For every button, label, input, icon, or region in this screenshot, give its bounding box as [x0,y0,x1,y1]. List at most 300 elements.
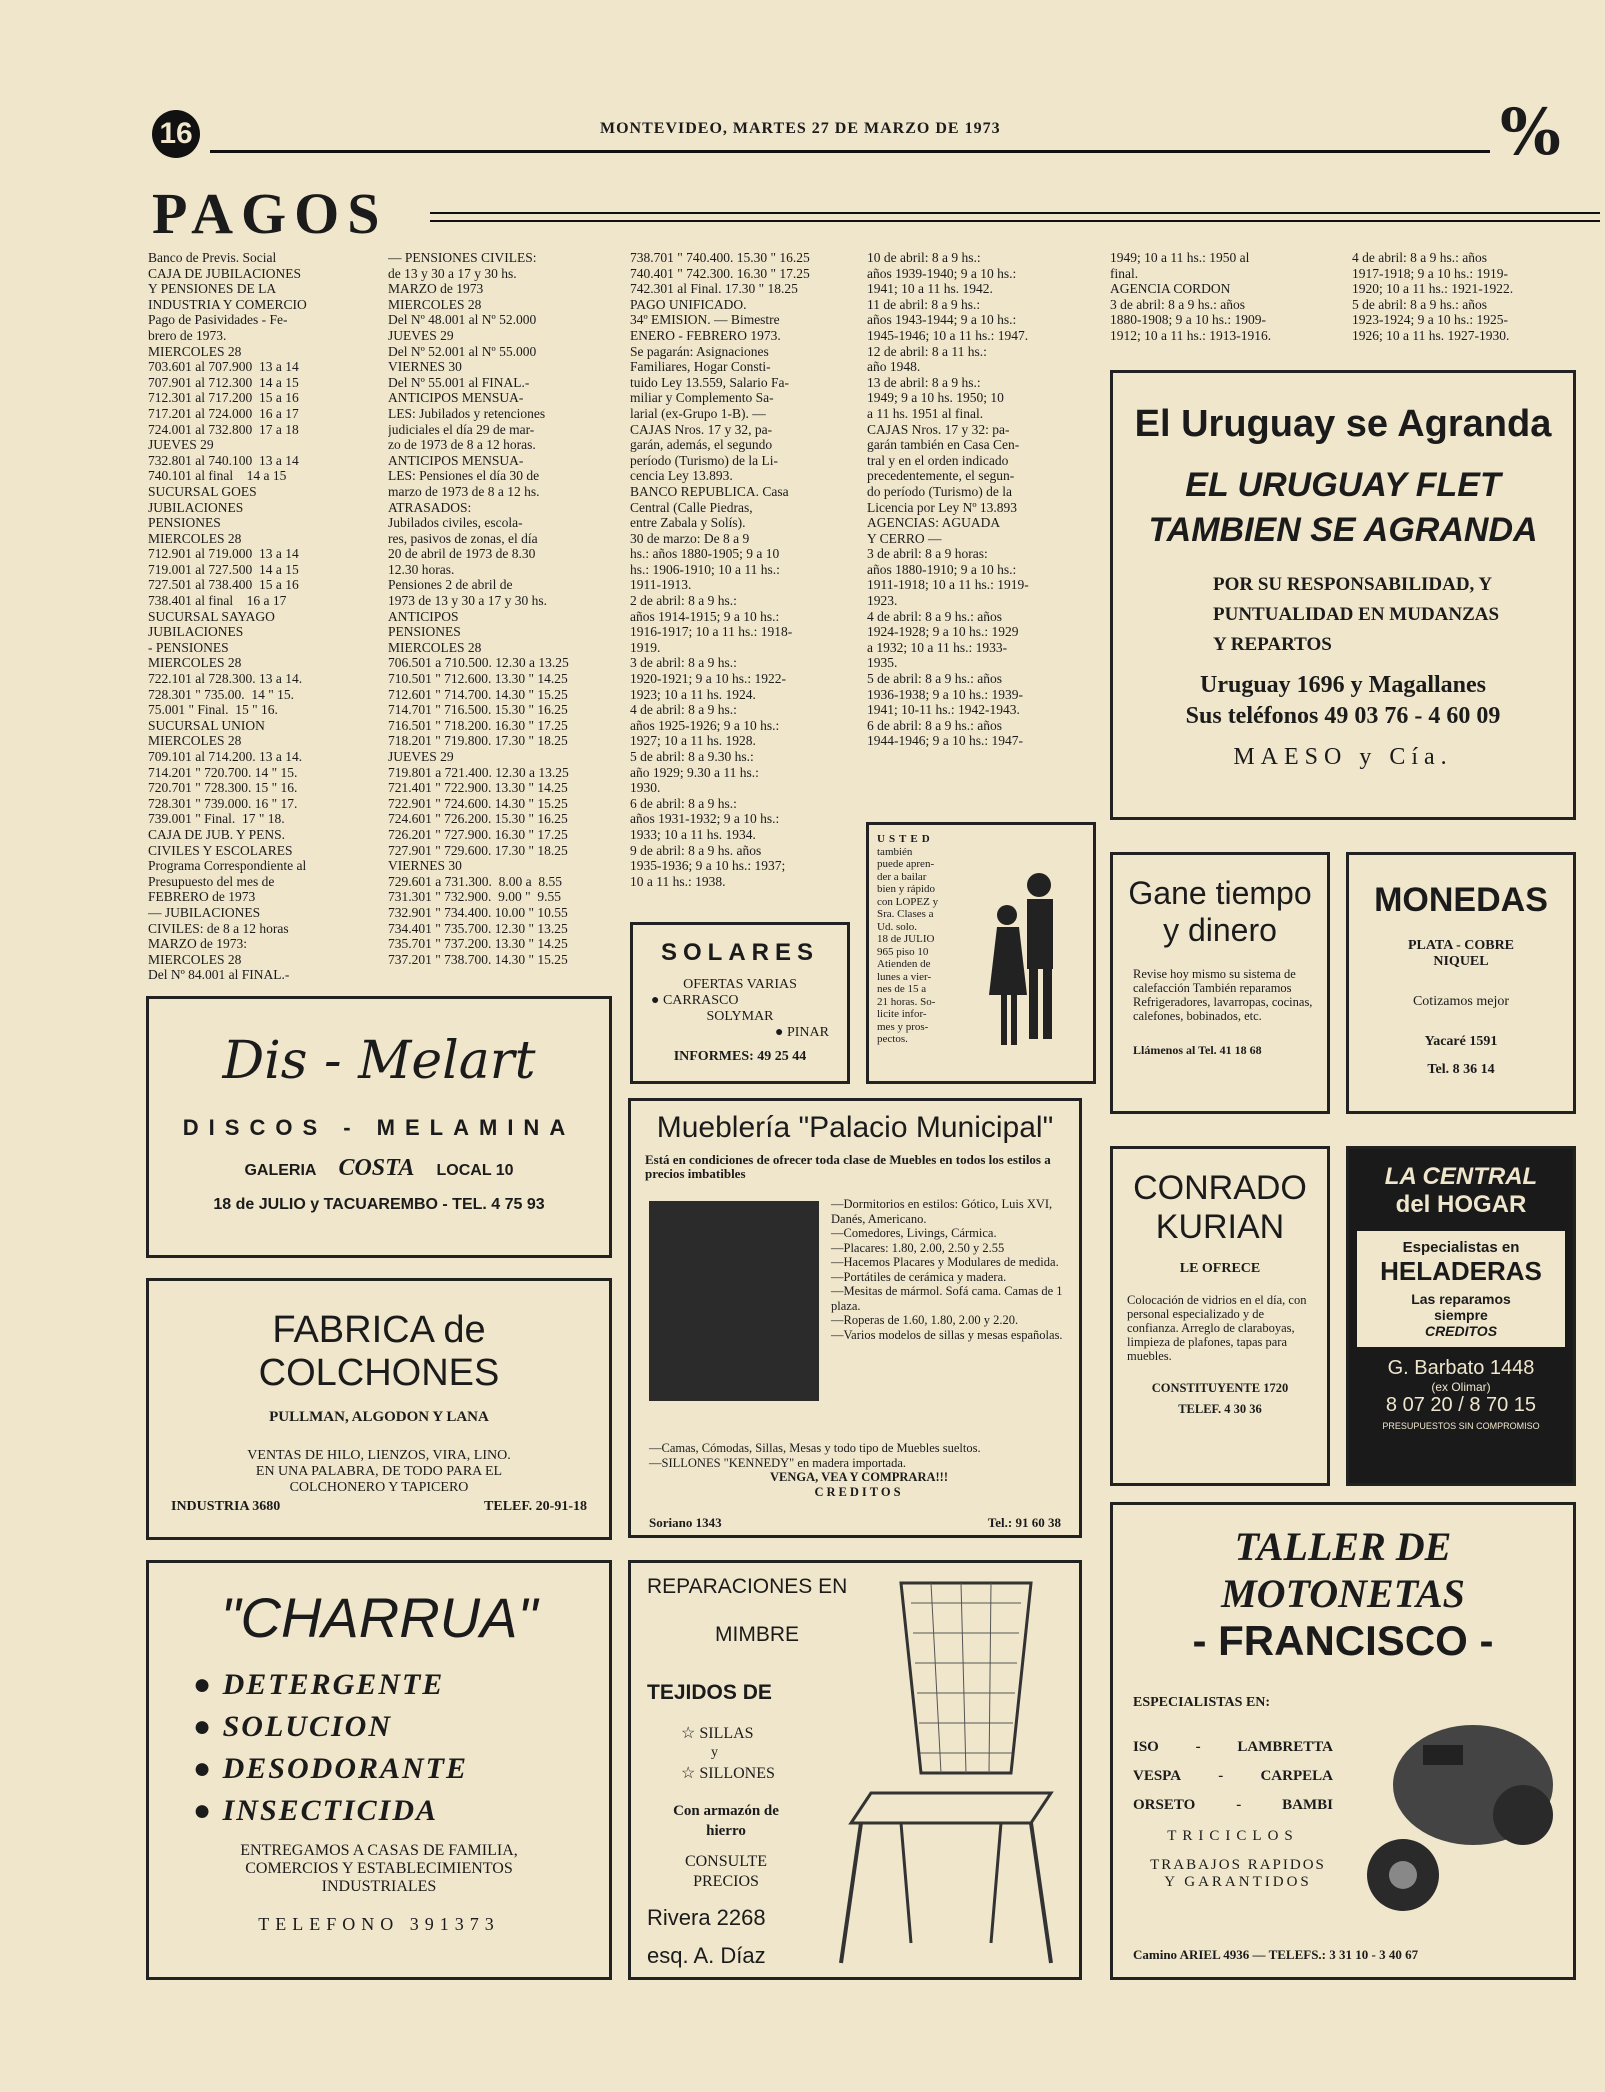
ad-dance-line: der a bailar [877,870,927,883]
bullet-icon: ● [193,1668,223,1701]
column-1 [148,250,376,988]
column-line: CAJA DE JUB. Y PENS. [148,826,286,842]
ad-uruguay-headline: El Uruguay se Agranda [1134,403,1552,445]
column-line: 1923. [867,593,898,609]
column-line: Y CERRO — [867,530,942,546]
column-line: ANTICIPOS MENSUA- [388,390,524,406]
column-line: a 11 hs. 1951 al final. [867,405,984,421]
column-line: 1923-1924; 9 a 10 hs.: 1925- [1352,312,1508,328]
column-line: años 1914-1915; 9 a 10 hs.: [630,608,780,624]
scooter-illustration [1363,1705,1563,1935]
column-line: 729.601 a 731.300. 8.00 a 8.55 [388,873,562,889]
column-line: AGENCIA CORDON [1110,281,1231,297]
column-line: Y PENSIONES DE LA [148,281,277,297]
ad-mimbre-l3: ☆ SILLONES [681,1765,775,1782]
ad-muebleria-item: —Varios modelos de sillas y mesas españolas. [831,1327,1063,1342]
column-line: 710.501 " 712.600. 13.30 " 14.25 [388,671,568,687]
column-line: brero de 1973. [148,327,227,343]
column-line: 75.001 " Final. 15 " 16. [148,702,278,718]
column-line: Del Nº 84.001 al FINAL.- [148,967,290,983]
column-line: MIERCOLES 28 [148,530,242,546]
ad-dismelart-l2: GALERIA COSTA LOCAL 10 [244,1155,514,1181]
column-line: 1945-1946; 10 a 11 hs.: 1947. [867,327,1029,343]
column-line: Presupuesto del mes de [148,873,275,889]
column-line: tral y en el orden indicado [867,452,1009,468]
column-line: 719.001 al 727.500 14 a 15 [148,561,299,577]
ad-solares-l1: OFERTAS VARIAS [683,977,797,992]
column-line: do período (Turismo) de la [867,483,1012,499]
ad-dance-line: nes de 15 a [877,983,927,995]
column-line: 726.201 " 727.900. 16.30 " 17.25 [388,826,568,842]
ad-taller-l2: TRICICLOS [1167,1828,1299,1844]
column-line: 718.201 " 719.800. 17.30 " 18.25 [388,733,568,749]
ad-conrado-kurian [1110,1146,1330,1486]
column-line: 721.401 " 722.900. 13.30 " 14.25 [388,780,568,796]
column-line: años 1925-1926; 9 a 10 hs.: [630,717,780,733]
column-line: 1941; 10-11 hs.: 1942-1943. [867,702,1020,718]
wicker-chair-illustration [831,1573,1071,1973]
column-line: PENSIONES [388,624,461,640]
column-line: 734.401 " 735.700. 12.30 " 13.25 [388,920,568,936]
column-line: MIERCOLES 28 [388,639,482,655]
column-line: hs.: años 1880-1905; 9 a 10 [630,546,780,562]
column-line: 737.201 " 738.700. 14.30 " 15.25 [388,951,568,967]
ad-dance-line: también [877,845,913,858]
ad-central-inner: Especialistas en HELADERAS Las reparamos siempre CREDITOS [1357,1231,1565,1347]
column-line: Licencia por Ley Nº 13.893 [867,499,1018,515]
column-line: ANTICIPOS MENSUA- [388,452,524,468]
ad-central-old-address: (ex Olimar) [1431,1380,1491,1394]
ad-central-note: PRESUPUESTOS SIN COMPROMISO [1382,1421,1540,1431]
column-line: 1924-1928; 9 a 10 hs.: 1929 [867,624,1019,640]
column-line: VIERNES 30 [388,858,462,874]
ad-uruguay-flet [1110,370,1576,820]
column-line: ENERO - FEBRERO 1973. [630,327,781,343]
column-line: 724.601 " 726.200. 15.30 " 16.25 [388,811,568,827]
ad-gane-phone: Llámenos al Tel. 41 18 68 [1133,1043,1262,1057]
column-line: 1920-1921; 9 a 10 hs.: 1922- [630,671,786,687]
column-line: 720.701 " 728.300. 15 " 16. [148,780,298,796]
ad-monedas-l1: PLATA - COBRE [1407,938,1515,953]
bullet-icon: ● [193,1794,223,1827]
ad-conrado-offer: LE OFRECE [1179,1261,1261,1276]
column-line: 724.001 al 732.800 17 a 18 [148,421,299,437]
ad-uruguay-l6: Y REPARTOS [1213,634,1332,655]
column-line: tuido Ley 13.559, Salario Fa- [630,374,789,390]
ad-dismelart-address: 18 de JULIO y TACUAREMBO - TEL. 4 75 93 [213,1196,545,1213]
ad-monedas-l3: Cotizamos mejor [1412,994,1510,1009]
column-line: 739.001 " Final. 17 " 18. [148,811,285,827]
column-3 [630,250,858,910]
column-line: JUEVES 29 [388,327,454,343]
column-line: CAJA DE JUBILACIONES [148,265,302,281]
column-line: 10 a 11 hs.: 1938. [630,873,726,889]
column-line: — PENSIONES CIVILES: [388,250,537,265]
column-line: 703.601 al 707.900 13 a 14 [148,359,299,375]
ad-muebleria-extra: —Camas, Cómodas, Sillas, Mesas y todo tipo de Muebles sueltos. —SILLONES "KENNEDY" en madera importada. VENGA, VEA Y COMPRARA!!! CREDITOS [649,1441,981,1499]
column-line: 5 de abril: 8 a 9.30 hs.: [630,749,754,764]
ad-muebleria-item: —Comedores, Livings, Cármica. [831,1226,997,1240]
ad-central-phones: 8 07 20 / 8 70 15 [1385,1394,1537,1416]
column-line: Programa Correspondiente al [148,858,307,874]
ad-dis-melart [146,996,612,1258]
ad-charrua-product: ● DESODORANTE [193,1752,468,1785]
column-line: 1944-1946; 9 a 10 hs.: 1947- [867,733,1023,749]
column-line: 12.30 horas. [388,561,455,577]
column-line: MARZO de 1973 [388,281,484,297]
column-line: 6 de abril: 8 a 9 hs.: años [867,717,1002,733]
column-line: 12 de abril: 8 a 11 hs.: [867,343,987,359]
ad-taller-brand-row: VESPA - CARPELA [1133,1768,1333,1784]
ad-dance-line: lunes a vier- [877,970,932,983]
ad-muebleria-intro: Está en condiciones de ofrecer toda clase de Muebles en todos los estilos a precios imbatibles [645,1152,1051,1181]
column-line: cencia Ley 13.893. [630,468,733,484]
ad-taller-l3: TRABAJOS RAPIDOS [1150,1857,1326,1873]
ad-charrua-l1: ENTREGAMOS A CASAS DE FAMILIA, [240,1842,518,1859]
column-line: 742.301 al Final. 17.30 " 18.25 [630,281,798,297]
column-line: MIERCOLES 28 [148,733,242,749]
ad-conrado-body: Colocación de vidrios en el día, con personal especializado y de confianza. Arreglo de claraboyas, limpieza de plafones, tapas para muebles. [1127,1293,1307,1363]
bullet-icon: ● [193,1710,223,1743]
column-line: 714.701 " 716.500. 15.30 " 16.25 [388,702,568,718]
ad-solares-title: SOLARES [660,939,819,966]
ad-taller-l1: ESPECIALISTAS EN: [1133,1695,1271,1710]
column-line: 1933; 10 a 11 hs. 1934. [630,826,756,842]
ad-colchones-phone: TELEF. 20-91-18 [484,1499,587,1514]
column-line: SUCURSAL SAYAGO [148,608,275,624]
column-line: hs.: 1906-1910; 10 a 11 hs.: [630,561,780,577]
ad-dance-text [877,833,977,1046]
section-title: PAGOS [152,181,388,246]
ad-gane-title-1: Gane tiempo [1128,875,1312,911]
column-line: judiciales el día 29 de mar- [388,421,535,437]
column-line: garán también en Casa Cen- [867,437,1020,453]
column-line: Pensiones 2 de abril de [388,577,513,593]
column-line: 1920; 10 a 11 hs.: 1921-1922. [1352,281,1514,297]
column-line: 719.801 a 721.400. 12.30 a 13.25 [388,764,569,780]
column-line: LES: Pensiones el día 30 de [388,468,540,484]
column-line: 727.901 " 729.600. 17.30 " 18.25 [388,842,568,858]
column-line: LES: Jubilados y retenciones [388,405,546,421]
column-line: 1949; 10 a 11 hs.: 1950 al [1110,250,1250,265]
column-line: 722.101 al 728.300. 13 a 14. [148,671,303,687]
column-2 [388,250,614,988]
ad-uruguay-phones: Sus teléfonos 49 03 76 - 4 60 09 [1185,703,1501,729]
ad-uruguay-l3: TAMBIEN SE AGRANDA [1148,511,1538,549]
ad-dance-line: mes y pros- [877,1020,929,1033]
ad-muebleria-item: —Mesitas de mármol. Sofá cama. Camas de 1 plaza. [831,1284,1063,1313]
column-line: AGENCIAS: AGUADA [867,515,1001,531]
column-line: 30 de marzo: De 8 a 9 [630,530,750,546]
column-line: CIVILES Y ESCOLARES [148,842,293,858]
ad-muebleria-item: —Hacemos Placares y Modulares de medida. [831,1255,1059,1269]
column-line: 1941; 10 a 11 hs. 1942. [867,281,993,297]
ad-dance-line: 21 horas. So- [877,995,936,1008]
header-rule [210,150,1490,153]
ad-mimbre-l7: PRECIOS [693,1873,759,1890]
ad-taller-t2: MOTONETAS [1221,1571,1465,1616]
column-line: 3 de abril: 8 a 9 hs.: [630,655,737,671]
ad-colchones-l2: VENTAS DE HILO, LIENZOS, VIRA, LINO. [247,1448,511,1463]
ad-colchones-l4: COLCHONERO Y TAPICERO [289,1480,469,1495]
column-line: 4 de abril: 8 a 9 hs.: años [867,608,1002,624]
column-line: 706.501 a 710.500. 12.30 a 13.25 [388,655,569,671]
ad-taller-brand-row: ORSETO - BAMBI [1133,1797,1333,1813]
ad-mimbre-t1: REPARACIONES EN [647,1575,848,1598]
column-line: — JUBILACIONES [148,904,261,920]
column-line: 1911-1918; 10 a 11 hs.: 1919- [867,577,1029,593]
ad-mimbre-corner: esq. A. Díaz [647,1943,766,1968]
ad-uruguay-l5: PUNTUALIDAD EN MUDANZAS [1213,604,1500,625]
column-line: 2 de abril: 8 a 9 hs.: [630,593,737,609]
ad-dance-line: 965 piso 10 [877,945,929,958]
ad-solares [630,922,850,1084]
column-line: garán, además, el segundo [630,437,773,453]
brand-logo: % [1500,95,1561,170]
column-line: Del Nº 52.001 al Nº 55.000 [388,343,537,359]
ad-dance-line: USTED [877,833,934,845]
ad-taller-brand-row: ISO - LAMBRETTA [1133,1739,1333,1755]
column-line: 4 de abril: 8 a 9 hs.: años [1352,250,1487,265]
column-line: 738.401 al final 16 a 17 [148,593,287,609]
ad-muebleria-items [831,1197,1071,1342]
ad-uruguay-l4: POR SU RESPONSABILIDAD, Y [1213,574,1493,595]
ad-charrua-l2: COMERCIOS Y ESTABLECIMIENTOS [245,1860,513,1877]
column-line: CAJAS Nros. 17 y 32, pa- [630,421,773,437]
ad-charrua-l3: INDUSTRIALES [321,1878,437,1895]
column-line: 6 de abril: 8 a 9 hs.: [630,795,737,811]
column-line: 9 de abril: 8 a 9 hs. años [630,842,762,858]
ad-gane-title-2: y dinero [1163,912,1277,948]
column-line: JUEVES 29 [388,749,454,764]
ad-dance-line: bien y rápido [877,883,936,895]
column-6 [1352,250,1577,360]
masthead: MONTEVIDEO, MARTES 27 DE MARZO DE 1973 [600,120,1001,137]
column-line: Central (Calle Piedras, [630,499,753,515]
column-line: 5 de abril: 8 a 9 hs.: años [867,671,1002,687]
ad-dance-line: Ud. solo. [877,920,918,933]
column-line: 11 de abril: 8 a 9 hs.: [867,296,981,312]
column-line: JUEVES 29 [148,437,214,453]
column-line: 1930. [630,780,661,796]
column-line: período (Turismo) de la Li- [630,452,778,468]
ad-muebleria-title: Mueblería "Palacio Municipal" [656,1111,1054,1144]
column-line: 707.901 al 712.300 14 a 15 [148,374,299,390]
column-line: 732.901 " 734.400. 10.00 " 10.55 [388,904,568,920]
ad-central-hogar [1346,1146,1576,1486]
ad-dismelart-logo: Dis - Melart [222,1031,536,1091]
column-line: SUCURSAL UNION [148,717,265,733]
ad-mimbre-l5: hierro [706,1823,746,1839]
column-line: 722.901 " 724.600. 14.30 " 15.25 [388,795,568,811]
ad-solares-l4: ● PINAR [775,1025,829,1040]
column-line: 10 de abril: 8 a 9 hs.: [867,250,981,265]
ad-charrua-product: ● INSECTICIDA [193,1794,439,1827]
ad-mimbre-l4: Con armazón de [673,1803,779,1819]
column-line: 1935. [867,655,898,671]
ad-taller-brands [1133,1739,1333,1814]
ad-muebleria [628,1098,1082,1538]
ad-dance-line: Sra. Clases a [877,908,934,920]
ad-dance-line: 18 de JULIO [877,933,935,945]
column-line: miliar y Complemento Sa- [630,390,774,406]
column-line: Familiares, Hogar Consti- [630,359,771,375]
column-line: año 1948. [867,359,921,375]
column-line: 740.101 al final 14 a 15 [148,468,287,484]
ad-monedas-address: Yacaré 1591 [1424,1034,1498,1049]
column-line: 717.201 al 724.000 16 a 17 [148,405,299,421]
column-line: Del Nº 48.001 al Nº 52.000 [388,312,537,328]
ad-conrado-title-2: KURIAN [1155,1208,1285,1246]
ad-muebleria-address: Soriano 1343 [649,1515,722,1530]
column-line: final. [1110,265,1139,281]
column-line: 1917-1918; 9 a 10 hs.: 1919- [1352,265,1508,281]
ad-monedas-title: MONEDAS [1374,881,1548,919]
column-line: 1880-1908; 9 a 10 hs.: 1909- [1110,312,1266,328]
ad-central-title-2: del HOGAR [1395,1191,1527,1218]
ad-uruguay-address: Uruguay 1696 y Magallanes [1199,672,1486,698]
column-line: res, pasivos de zonas, el día [388,530,538,546]
column-line: 1936-1938; 9 a 10 hs.: 1939- [867,686,1023,702]
ad-colchones-title: FABRICA de COLCHONES [258,1309,500,1394]
ad-muebleria-item: —Roperas de 1.60, 1.80, 2.00 y 2.20. [831,1313,1019,1327]
column-line: a 1932; 10 a 11 hs.: 1933- [867,639,1008,655]
ad-gane-body: Revise hoy mismo su sistema de calefacción También reparamos Refrigeradores, lavarropas, cocinas, calefones, bobinados, etc. [1133,967,1313,1023]
title-rule-1 [430,212,1600,214]
column-5 [1110,250,1336,360]
column-line: Se pagarán: Asignaciones [630,343,769,359]
column-line: Pago de Pasividades - Fe- [148,312,288,328]
column-line: año 1929; 9.30 a 11 hs.: [630,764,759,780]
column-line: zo de 1973 de 8 a 12 horas. [388,437,536,453]
column-line: entre Zabala y Solís). [630,515,746,531]
ad-dance-line: con LOPEZ y [877,895,939,908]
ad-central-title-1: LA CENTRAL [1384,1163,1538,1190]
ad-mimbre-t2: MIMBRE [715,1623,799,1646]
column-line: 740.401 " 742.300. 16.30 " 17.25 [630,265,810,281]
column-line: 1935-1936; 9 a 10 hs.: 1937; [630,858,786,874]
column-line: Banco de Previs. Social [148,250,277,265]
ad-dance-line: pectos. [877,1033,908,1045]
column-line: 4 de abril: 8 a 9 hs.: [630,702,737,718]
column-line: MIERCOLES 28 [148,951,242,967]
ad-taller-t1: TALLER DE [1234,1524,1452,1569]
column-line: años 1880-1910; 9 a 10 hs.: [867,561,1017,577]
column-line: PAGO UNIFICADO. [630,296,747,312]
column-line: 1973 de 13 y 30 a 17 y 30 hs. [388,593,547,609]
ad-conrado-title-1: CONRADO [1133,1169,1307,1207]
column-line: - PENSIONES [148,639,229,655]
column-line: 709.101 al 714.200. 13 a 14. [148,749,303,764]
ad-mimbre-l1: ☆ SILLAS [681,1725,754,1742]
column-line: INDUSTRIA Y COMERCIO [148,296,307,312]
column-line: 712.601 " 714.700. 14.30 " 15.25 [388,686,568,702]
ad-muebleria-item: —Placares: 1.80, 2.00, 2.50 y 2.55 [831,1240,1005,1255]
column-line: JUBILACIONES [148,624,244,640]
column-line: PENSIONES [148,515,221,531]
ad-charrua-phone: TELEFONO 391373 [258,1914,500,1934]
column-line: CAJAS Nros. 17 y 32: pa- [867,421,1010,437]
column-line: 735.701 " 737.200. 13.30 " 14.25 [388,936,568,952]
ad-central-address: G. Barbato 1448 [1387,1357,1535,1379]
column-line: 13 de abril: 8 a 9 hs.: [867,374,981,390]
ad-dance-line: licite infor- [877,1008,927,1020]
column-line: 34º EMISION. — Bimestre [630,312,780,328]
ad-taller-motonetas [1110,1502,1576,1980]
column-line: 1926; 10 a 11 hs. 1927-1930. [1352,327,1510,343]
column-line: 1949; 9 a 10 hs. 1950; 10 [867,390,1004,406]
column-line: 738.701 " 740.400. 15.30 " 16.25 [630,250,810,265]
column-line: 728.301 " 735.00. 14 " 15. [148,686,295,702]
column-line: Jubilados civiles, escola- [388,515,523,531]
column-line: BANCO REPUBLICA. Casa [630,483,789,499]
column-line: SUCURSAL GOES [148,483,257,499]
column-line: 732.801 al 740.100 13 a 14 [148,452,299,468]
column-line: MARZO de 1973: [148,936,247,952]
column-line: MIERCOLES 28 [148,343,242,359]
column-line: ATRASADOS: [388,499,472,515]
ad-dance-line: puede apren- [877,858,935,870]
column-line: marzo de 1973 de 8 a 12 hs. [388,483,540,499]
column-line: 1911-1913. [630,577,692,593]
ad-taller-footer: Camino ARIEL 4936 — TELEFS.: 3 31 10 - 3 40 67 [1133,1947,1419,1962]
column-line: 731.301 " 732.900. 9.00 " 9.55 [388,889,562,905]
column-4 [867,250,1093,798]
bullet-icon: ● [193,1752,223,1785]
column-line: 1919. [630,639,661,655]
ad-charrua-product: ● DETERGENTE [193,1668,445,1701]
ad-reparaciones-mimbre [628,1560,1082,1980]
ad-taller-l4: Y GARANTIDOS [1164,1874,1312,1890]
ad-muebleria-item: —Portátiles de cerámica y madera. [831,1269,1007,1284]
column-line: ANTICIPOS [388,608,459,624]
column-line: JUBILACIONES [148,499,244,515]
column-line: 1927; 10 a 11 hs. 1928. [630,733,756,749]
ad-dismelart-l1: DISCOS - MELAMINA [182,1115,576,1140]
ad-mimbre-t3: TEJIDOS DE [647,1681,772,1704]
ad-uruguay-company: MAESO y Cía. [1233,744,1453,770]
column-line: VIERNES 30 [388,359,462,375]
column-line: 3 de abril: 8 a 9 horas: [867,546,988,562]
column-line: Del Nº 55.001 al FINAL.- [388,374,530,390]
cabinet-illustration [649,1201,819,1401]
ad-colchones [146,1278,612,1540]
column-line: 712.901 al 719.000 13 a 14 [148,546,299,562]
ad-monedas-phone: Tel. 8 36 14 [1427,1062,1495,1077]
column-line: años 1939-1940; 9 a 10 hs.: [867,265,1017,281]
ad-conrado-address: CONSTITUYENTE 1720 [1151,1381,1289,1395]
column-line: FEBRERO de 1973 [148,889,256,905]
ad-muebleria-phone: Tel.: 91 60 38 [987,1515,1061,1530]
column-line: MIERCOLES 28 [388,296,482,312]
column-line: 728.301 " 739.000. 16 " 17. [148,795,298,811]
column-line: 1912; 10 a 11 hs.: 1913-1916. [1110,327,1272,343]
ad-monedas-l2: NIQUEL [1433,954,1489,969]
ad-colchones-l1: PULLMAN, ALGODON Y LANA [269,1409,489,1425]
column-line: larial (ex-Grupo 1-B). — [630,405,766,421]
ad-mimbre-l2: y [711,1745,718,1760]
column-line: de 13 y 30 a 17 y 30 hs. [388,265,517,281]
ad-monedas [1346,852,1576,1114]
ad-dance-lessons [866,822,1096,1084]
column-line: 3 de abril: 8 a 9 hs.: años [1110,296,1245,312]
ad-dance-line: Atienden de [877,958,931,970]
column-line: CIVILES: de 8 a 12 horas [148,920,289,936]
column-line: 1923; 10 a 11 hs. 1924. [630,686,756,702]
column-line: 1916-1917; 10 a 11 hs.: 1918- [630,624,793,640]
ad-colchones-l3: EN UNA PALABRA, DE TODO PARA EL [255,1464,503,1479]
page-number: 16 [152,110,200,158]
